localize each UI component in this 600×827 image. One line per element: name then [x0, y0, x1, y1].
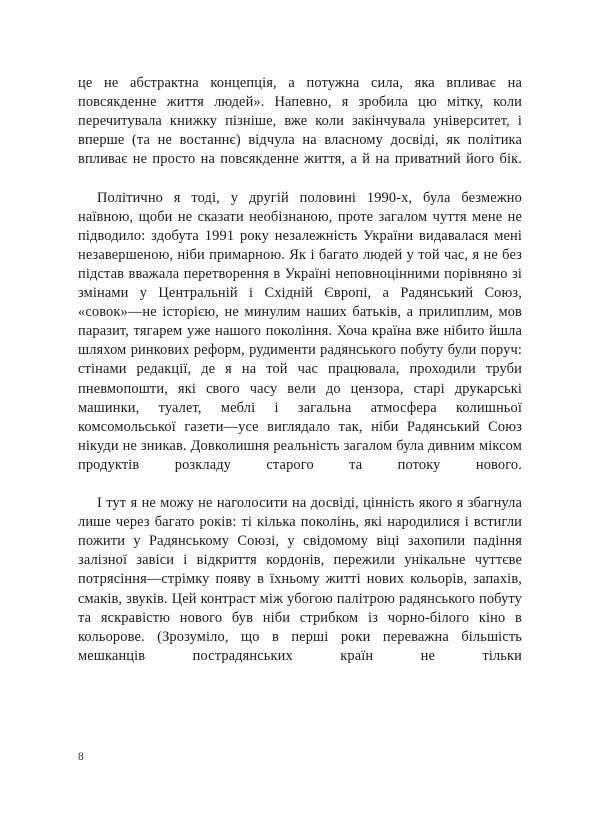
page-number: 8	[78, 751, 84, 763]
body-paragraph-2: Політично я тоді, у другій половині 1990-х, була безмежно наївною, щоби не сказати необізнаною, проте загалом чуття мене не підводило: здобута 1991 року незалежність України видавалася мені незавершеною, ніби примарною. Як і багато людей у той час, я не без підстав вважала перетворення в Україні неповноцінними порівняно зі змінами у Центральній і Східній Європі, а Радянський Союз, «совок»—не історією, не минулим наших батьків, а прилиплим, мов паразит, тягарем уже нашого покоління. Хоча країна вже нібито йшла шляхом ринкових реформ, рудименти радянського побуту були поруч: стінами редакції, де я на той час працювала, проходили труби пневмопошти, які свого часу вели до цензора, старі друкарські машинки, туалет, меблі і загальна атмосфера колишньої комсомольської газети—усе виглядало так, ніби Радянський Союз нікуди не зникав. Довколишня реальність загалом була дивним міксом продуктів розкладу старого та потоку нового.	[78, 189, 522, 473]
body-paragraph-3: І тут я не можу не наголосити на досвіді, цінність якого я збагнула лише через багато років: ті кілька поколінь, які народилися і встигли пожити у Радянському Союзі, у свідомому віці захопили падіння залізної завіси і відкриття кордонів, пережили унікальне чуттєве потрясіння—стрімку появу в їхньому житті нових кольорів, запахів, смаків, звуків. Цей контраст між убогою палітрою радянського побуту та яскравістю нового був ніби стрибком із чорно-білого кіно в кольорове. (Зрозуміло, що в перші роки переважна більшість мешканців пострадянських країн не тільки	[78, 495, 522, 664]
body-text-block	[78, 74, 522, 685]
body-paragraph-1: це не абстрактна концепція, а потужна сила, яка впливає на повсякденне життя людей». Напевно, я зробила цю мітку, коли перечитувала книжку пізніше, вже коли закінчувала університет, і вперше (та не востаннє) відчула на власному досвіді, як політика впливає не просто на повсякденне життя, а й на приватний його бік.	[78, 75, 522, 168]
